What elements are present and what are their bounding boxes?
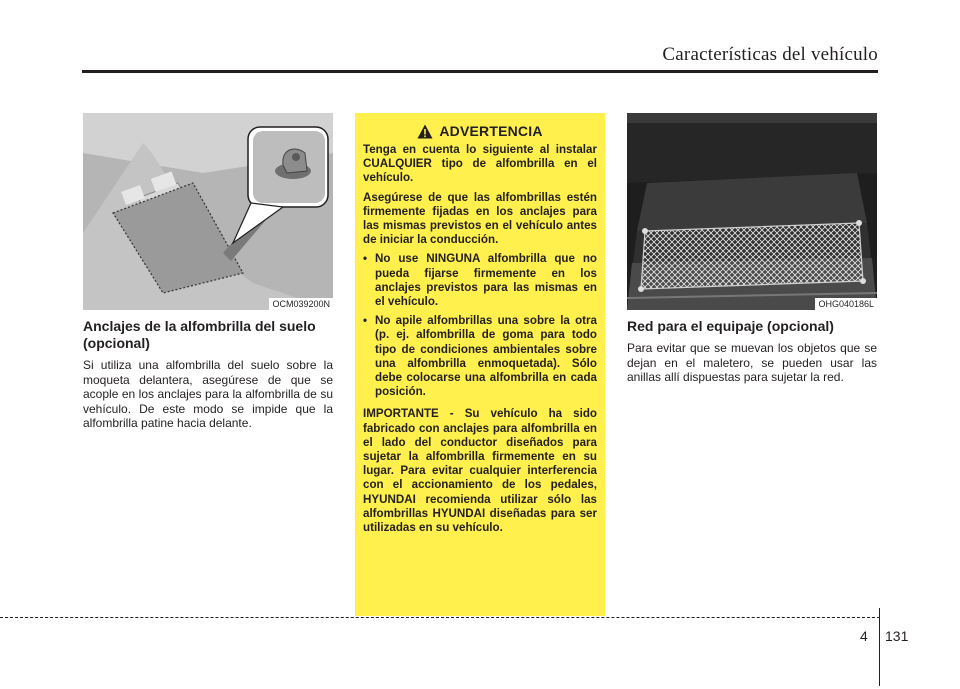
figure-code: OCM039200N — [269, 298, 333, 310]
chapter-number: 4 — [860, 628, 868, 644]
footer-divider — [879, 608, 880, 686]
warning-paragraph: Tenga en cuenta lo siguiente al instalar CUALQUIER tipo de alfombrilla en el vehículo. — [363, 143, 597, 185]
warning-box — [355, 113, 605, 616]
section-title: Red para el equipaje (opcional) — [627, 318, 834, 334]
warning-paragraph: IMPORTANTE - Su vehículo ha sido fabricado con anclajes para alfombrilla en el lado del conductor diseñados para sujetar la alfombrilla firmemente en su lugar. Para evitar cualquier interferencia con el accionamiento de los pedales, HYUNDAI recomienda utilizar sólo las alfombrillas HYUNDAI diseñadas para ser utilizadas en su vehículo. — [363, 407, 597, 535]
floor-mat-drawing — [83, 113, 333, 310]
luggage-net-photo — [627, 113, 877, 310]
page-header-title: Características del vehículo — [662, 44, 878, 65]
warning-bullet-item — [363, 314, 597, 399]
floor-mat-section — [83, 113, 333, 431]
warning-paragraph: Asegúrese de que las alfombrillas estén firmemente fijadas en los anclajes para las mismas previstos en el vehículo antes de iniciar la conducción. — [363, 190, 597, 247]
bullet-text: No use NINGUNA alfombrilla que no pueda fijarse firmemente en los anclajes previstos para las mismas en el vehículo. — [375, 252, 597, 309]
floor-mat-anchor-illustration — [83, 113, 333, 310]
warning-triangle-icon — [417, 124, 433, 139]
warning-bullet-item — [363, 252, 597, 309]
section-body: Si utiliza una alfombrilla del suelo sobre la moqueta delantera, asegúrese de que se acople en los anclajes para la alfombrilla de su vehículo. De este modo se impide que la alfombrilla patine hacia delante. — [83, 358, 333, 430]
trunk-drawing — [627, 113, 877, 310]
warning-title: ADVERTENCIA — [439, 123, 543, 139]
bullet-icon: • — [363, 314, 368, 328]
section-title: Anclajes de la alfombrilla del suelo (opcional) — [83, 318, 316, 351]
warning-column — [355, 113, 605, 616]
bullet-text: No apile alfombrillas una sobre la otra (p. ej. alfombrilla de goma para todo tipo de condiciones ambientales sobre una alfombrilla enmoquetada). Sólo debe colocarse una alfombrilla en cada posición. — [375, 314, 597, 399]
figure-code: OHG040186L — [815, 298, 877, 310]
header-rule — [82, 70, 878, 73]
luggage-net-section — [627, 113, 877, 385]
page-number: 131 — [885, 628, 909, 644]
bullet-icon: • — [363, 252, 368, 266]
section-body: Para evitar que se muevan los objetos que se dejan en el maletero, se pueden usar las anillas allí dispuestas para sujetar la red. — [627, 341, 877, 384]
footer-rule — [0, 617, 880, 618]
warning-header — [363, 123, 597, 139]
